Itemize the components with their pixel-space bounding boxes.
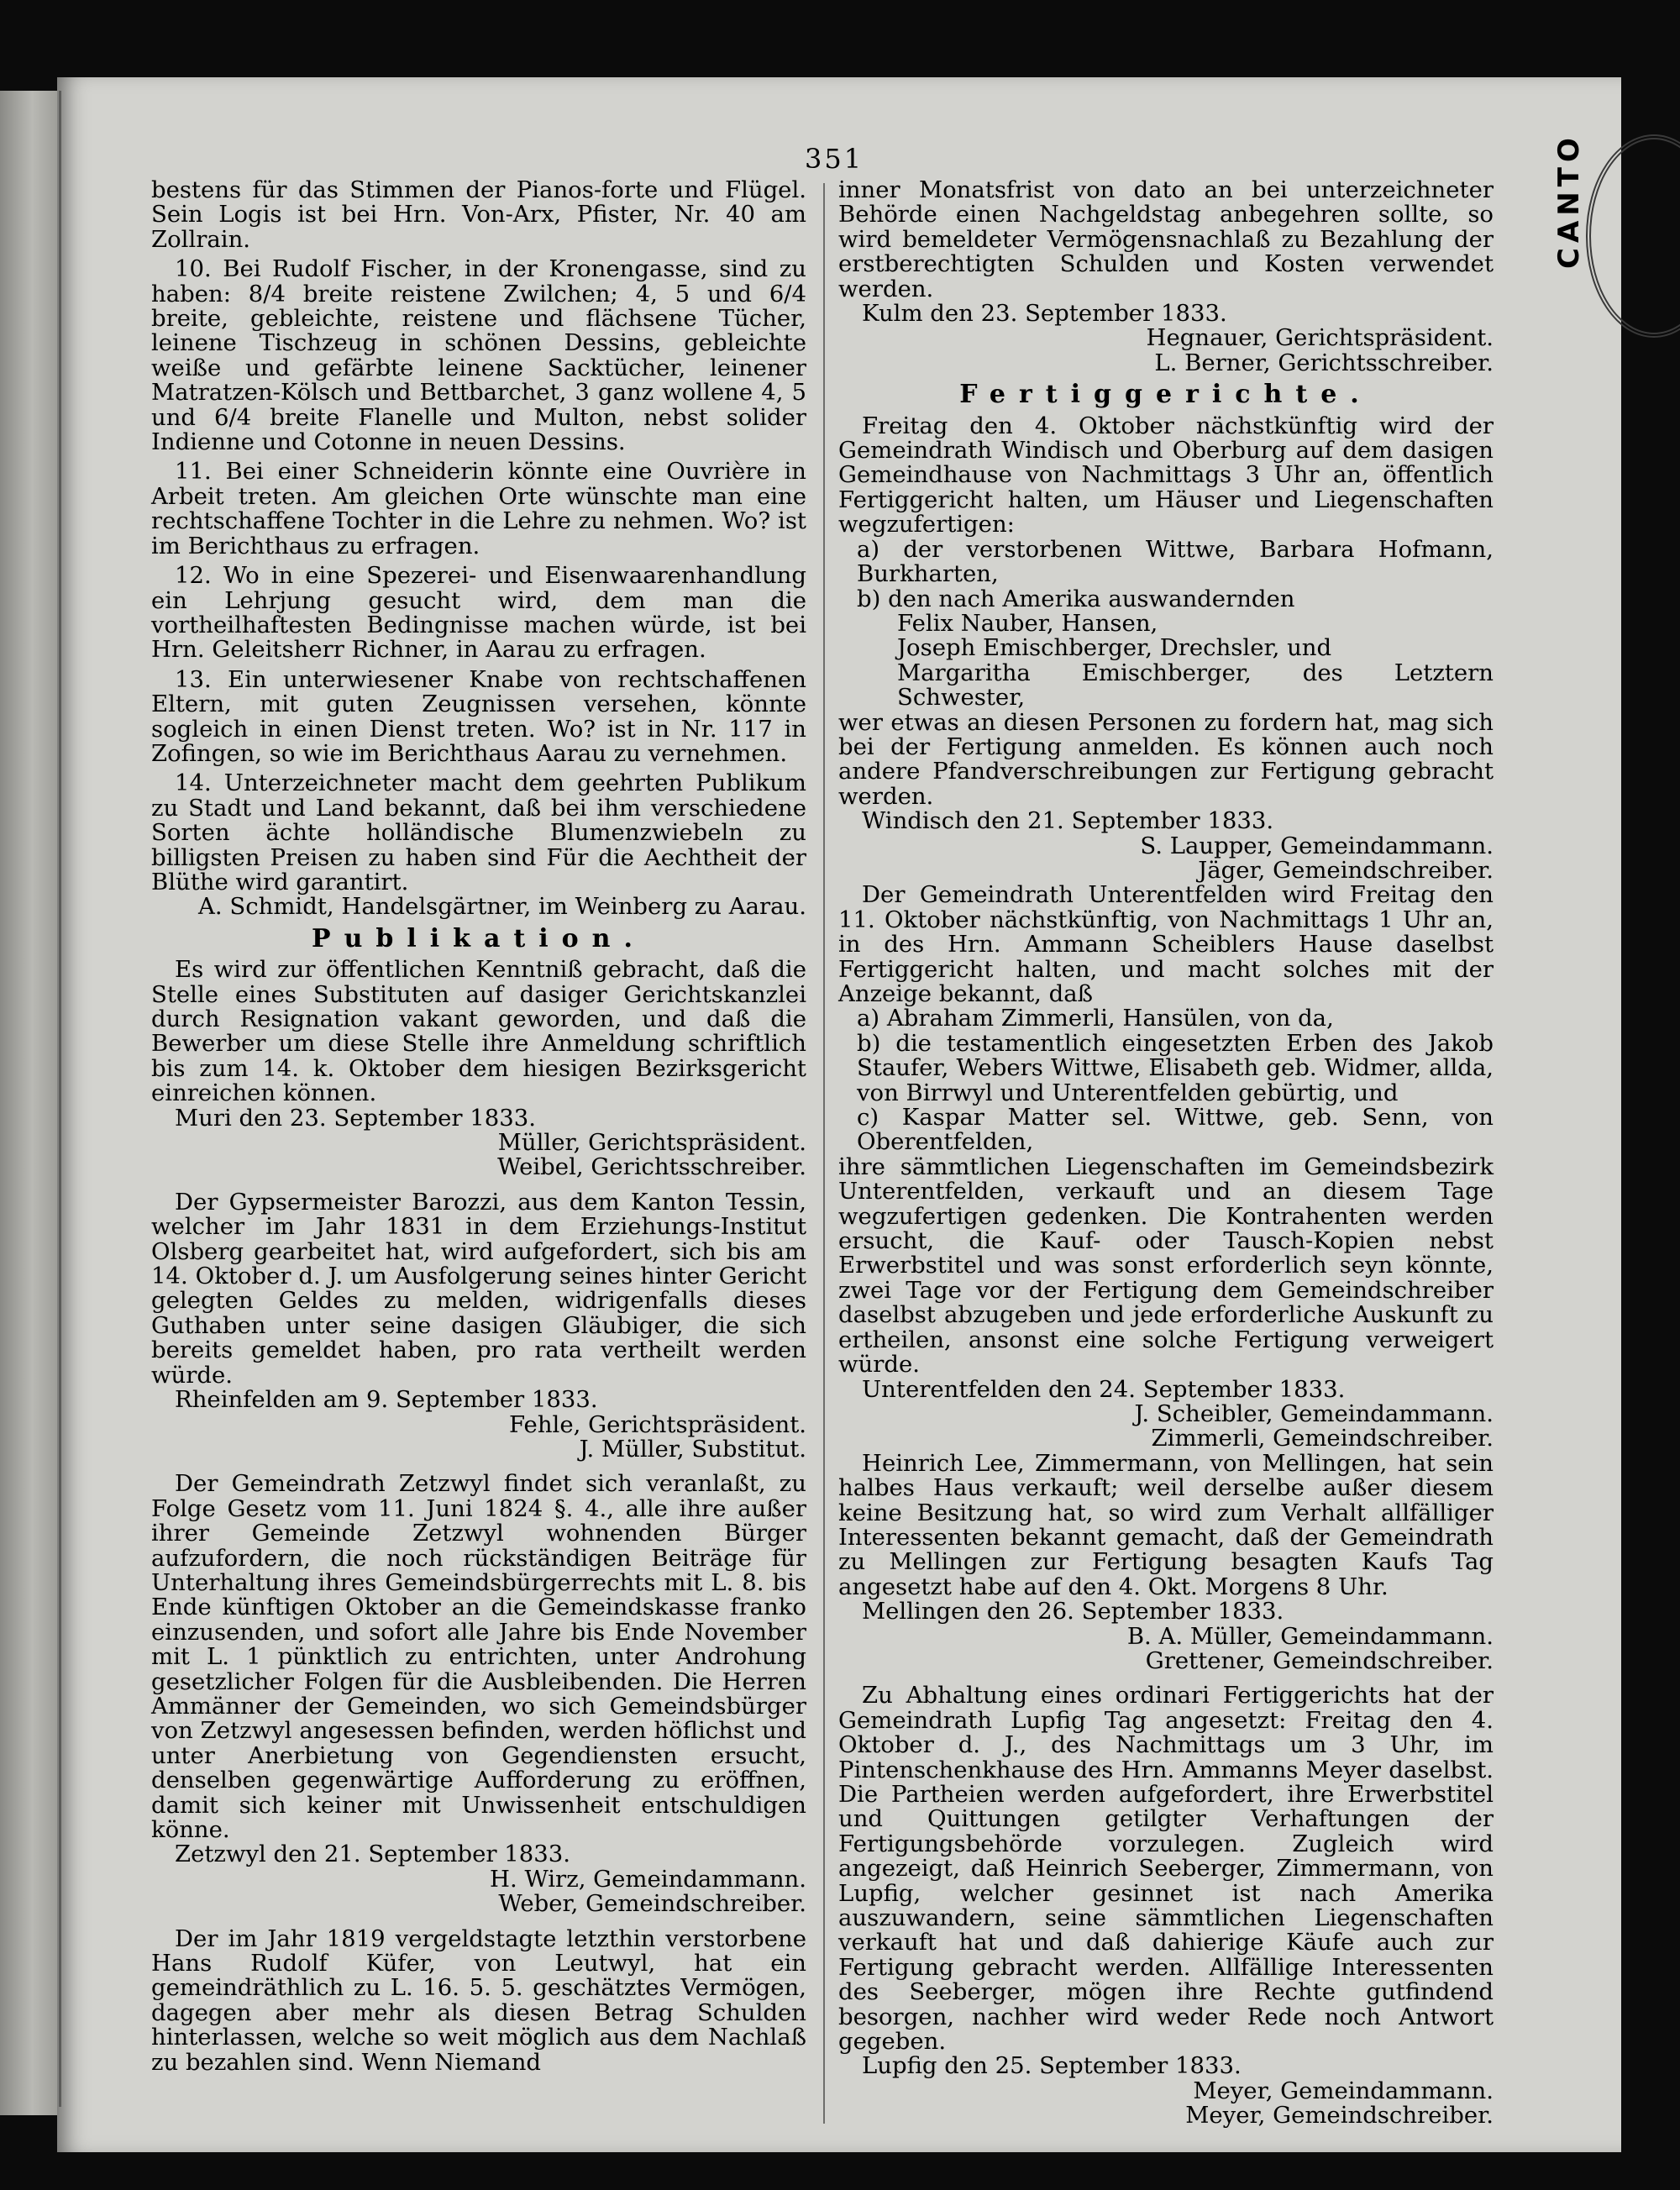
publication-3-signature-2: Weber, Gemeindschreiber. bbox=[498, 1890, 806, 1918]
fertig-1-item-b-2: Joseph Emischberger, Drechsler, und bbox=[897, 634, 1332, 662]
publication-2-signature-1: Fehle, Gerichtspräsident. bbox=[508, 1410, 806, 1438]
publication-3-place: Zetzwyl den 21. September 1833. bbox=[175, 1841, 570, 1868]
publication-4: Der im Jahr 1819 vergeldstagte letzthin verstorbene Hans Rudolf Küfer, von Leutwyl, hat ein gemeindräthlich zu L. 16. 5. 5. geschätztes Vermögen, dagegen aber mehr als diesen Betrag Schulden hinterlassen, welche so weit möglich aus dem Nachlaß zu bezahlen sind. Wenn Niemand bbox=[151, 1925, 806, 2076]
notice-14-signature: A. Schmidt, Handelsgärtner, im Weinberg zu Aarau. bbox=[198, 893, 806, 921]
fertig-1-item-b: b) den nach Amerika auswandernden bbox=[857, 585, 1295, 612]
fertig-3: Heinrich Lee, Zimmermann, von Mellingen, hat sein halbes Haus verkauft; weil derselbe außer diesem keine Besitzung hat, so wird zum Verhalt allfälliger Interessenten bekannt gemacht, daß der Gemeindrath zu Mellingen zur Fertigung besagten Kaufs Tag angesetzt habe auf den 4. Okt. Morgens 8 Uhr. bbox=[838, 1449, 1494, 1600]
publication-1-signature-2: Weibel, Gerichtsschreiber. bbox=[497, 1153, 806, 1181]
fertig-1-intro: Freitag den 4. Oktober nächstkünftig wird der Gemeindrath Windisch und Oberburg auf dem dasigen Gemeindhause von Nachmittags 3 Uhr an, öffentlich Fertiggericht halten, um Häuser und Liegenschaften wegzufertigen: bbox=[838, 412, 1494, 538]
fertig-2-item-b: b) die testamentlich eingesetzten Erben des Jakob Staufer, Webers Wittwe, Elisabeth geb. Widmer, allda, von Birrwyl und Unterentfelden gebürtig, und bbox=[857, 1029, 1494, 1106]
publication-1-signature-1: Müller, Gerichtspräsident. bbox=[497, 1129, 806, 1157]
fertig-1-item-b-3: Margaritha Emischberger, des Letztern Schwester, bbox=[897, 659, 1494, 712]
fertig-2-intro: Der Gemeindrath Unterentfelden wird Freitag den 11. Oktober nächstkünftig, von Nachmittags 1 Uhr an, in des Hrn. Ammann Scheiblers Hause daselbst Fertiggericht halten, und macht solches mit der Anzeige bekannt, daß bbox=[838, 881, 1494, 1007]
page-number: 351 bbox=[805, 143, 864, 175]
fertig-3-place: Mellingen den 26. September 1833. bbox=[862, 1598, 1284, 1625]
publication-2-signature-2: J. Müller, Substitut. bbox=[579, 1435, 806, 1463]
fertig-2-item-a: a) Abraham Zimmerli, Hansülen, von da, bbox=[857, 1005, 1334, 1032]
continuation-paragraph: inner Monatsfrist von dato an bei unterzeichneter Behörde einen Nachgeldstag anbegehren sollte, so wird bemeldeter Vermögensnachlaß zu Bezahlung der erstberechtigten Schulden und Kosten verwendet werden. bbox=[838, 176, 1494, 302]
section-heading-publikation: Publikation. bbox=[312, 923, 646, 953]
continuation-place: Kulm den 23. September 1833. bbox=[862, 300, 1227, 328]
publication-3: Der Gemeindrath Zetzwyl findet sich veranlaßt, zu Folge Gesetz vom 11. Juni 1824 §. 4., alle ihre außer ihrer Gemeinde Zetzwyl wohnenden Bürger aufzufordern, die noch rückständigen Beiträge für Unterhaltung ihres Gemeindsbürgerrechts mit L. 8. bis Ende künftigen Oktober an die Gemeindskasse franko einzusenden, und sofort alle Jahre bis Ende November mit L. 1 pünktlich zu entrichten, unter Androhung gesetzlicher Folgen für die Ausbleibenden. Die Herren Ammänner der Gemeinden, wo sich Gemeindsbürger von Zetzwyl angesessen befinden, werden höflichst und unter Anerbietung von Gegendiensten ersucht, denselben gegenwärtige Aufforderung zu eröffnen, damit sich keiner mit Unwissenheit entschuldigen könne. bbox=[151, 1470, 806, 1843]
fertig-2-item-c: c) Kaspar Matter sel. Wittwe, geb. Senn, von Oberentfelden, bbox=[857, 1104, 1494, 1156]
fertig-3-signature-2: Grettener, Gemeindschreiber. bbox=[1145, 1646, 1494, 1674]
fertig-1-item-a: a) der verstorbenen Wittwe, Barbara Hofmann, Burkharten, bbox=[857, 535, 1494, 588]
left-column bbox=[151, 178, 806, 2080]
fertig-1-item-b-1: Felix Nauber, Hansen, bbox=[897, 609, 1158, 637]
stamp-text bbox=[1552, 210, 1586, 269]
fertig-1-signature-2: Jäger, Gemeindschreiber. bbox=[1198, 856, 1494, 884]
fertig-1-place: Windisch den 21. September 1833. bbox=[862, 807, 1274, 835]
fertig-2-place: Unterentfelden den 24. September 1833. bbox=[862, 1375, 1346, 1403]
notice-10: 10. Bei Rudolf Fischer, in der Kronengasse, sind zu haben: 8/4 breite reistene Zwilchen; 4, 5 und 6/4 breite, gebleichte, reistene und flächsene Tücher, leinene Tischzeug in schönen Dessins, gebleichte weiße und gefärbte leinene Sacktücher, leinener Matratzen-Kölsch und Bettbarchet, 3 ganz wollene 4, 5 und 6/4 breite Flanelle und Multon, nebst solider Indienne und Cotonne in neuen Dessins. bbox=[151, 255, 806, 456]
fertig-2-signature-2: Zimmerli, Gemeindschreiber. bbox=[1151, 1425, 1494, 1452]
fertig-1-signature-1: S. Laupper, Gemeindammann. bbox=[1140, 832, 1494, 859]
notice-11: 11. Bei einer Schneiderin könnte eine Ouvrière in Arbeit treten. Am gleichen Orte wünschte man eine rechtschaffene Tochter in die Lehre zu nehmen. Wo? ist im Berichthaus zu erfragen. bbox=[151, 458, 806, 559]
publication-3-signature-1: H. Wirz, Gemeindammann. bbox=[490, 1865, 806, 1893]
fertig-4-signature-1: Meyer, Gemeindammann. bbox=[1193, 2077, 1494, 2104]
binding-gutter bbox=[59, 91, 61, 2107]
notice-13: 13. Ein unterwiesener Knabe von rechtschaffenen Eltern, mit guten Zeugnissen versehen, könnte sogleich in einen Dienst treten. Wo? ist in Nr. 117 in Zofingen, so wie im Berichthaus Aarau zu vernehmen. bbox=[151, 665, 806, 767]
fertig-1-rest: wer etwas an diesen Personen zu fordern hat, mag sich bei der Fertigung anmelden. Es können auch noch andere Pfandverschreibungen zur Fertigung gebracht werden. bbox=[838, 708, 1494, 810]
publication-2-place: Rheinfelden am 9. September 1833. bbox=[175, 1386, 598, 1414]
right-column bbox=[838, 178, 1494, 2129]
notice-14: 14. Unterzeichneter macht dem geehrten Publikum zu Stadt und Land bekannt, daß bei ihm verschiedene Sorten ächte holländische Blumenzwiebeln zu billigsten Preisen zu haben sind Für die Aechtheit der Blüthe wird garantirt. bbox=[151, 769, 806, 895]
continuation-signature-1: Hegnauer, Gerichtspräsident. bbox=[1146, 324, 1494, 352]
publication-1-place: Muri den 23. September 1833. bbox=[175, 1104, 536, 1132]
section-heading-fertiggerichte: Fertiggerichte. bbox=[959, 380, 1373, 410]
notice-12: 12. Wo in eine Spezerei- und Eisenwaarenhandlung ein Lehrjung gesucht wird, dem man die vortheilhaftesten Bedingnisse machen würde, ist bei Hrn. Geleitsherr Richner, in Aarau zu erfragen. bbox=[151, 562, 806, 664]
fertig-4: Zu Abhaltung eines ordinari Fertiggerichts hat der Gemeindrath Lupfig Tag angesetzt: Freitag den 4. Oktober d. J., des Nachmittags um 3 Uhr, im Pintenschenkhause des Hrn. Ammanns Meyer daselbst. Die Partheien werden aufgefordert, ihre Erwerbstitel und Quittungen getilgter Verhaftungen der Fertigungsbehörde vorzulegen. Zugleich wird angezeigt, daß Heinrich Seeberger, Zimmermann, von Lupfig, welcher gesinnet ist nach Amerika auszuwandern, seine sämmtlichen Liegenschaften verkauft hat und daß dahierige Käufe auch zur Fertigung gebracht werden. Allfällige Interessenten des Seeberger, mögen ihre Rechte gutfindend besorgen, nachher wird weder Rede noch Antwort gegeben. bbox=[838, 1682, 1494, 2056]
continuation-signature-2: L. Berner, Gerichtsschreiber. bbox=[1154, 349, 1494, 376]
previous-page-edge bbox=[0, 91, 60, 2115]
fertig-2-rest: ihre sämmtlichen Liegenschaften im Gemeindsbezirk Unterentfelden, verkauft und an diesem Tage wegzufertigen gedenken. Die Kontrahenten werden ersucht, die Kauf- oder Tausch-Kopien nebst Erwerbstitel und was sonst erforderlich seyn könnte, zwei Tage vor der Fertigung dem Gemeindschreiber daselbst abzugeben und jede erforderliche Auskunft zu ertheilen, ansonst eine solche Fertigung verweigert würde. bbox=[838, 1153, 1494, 1379]
publication-1: Es wird zur öffentlichen Kenntniß gebracht, daß die Stelle eines Substituten auf dasiger Gerichtskanzlei durch Resignation vakant geworden, und daß die Bewerber um diese Stelle ihre Anmeldung schriftlich bis zum 14. k. Oktober dem hiesigen Bezirksgericht einreichen können. bbox=[151, 956, 806, 1107]
fertig-3-signature-1: B. A. Müller, Gemeindammann. bbox=[1126, 1622, 1494, 1650]
publication-2: Der Gypsermeister Barozzi, aus dem Kanton Tessin, welcher im Jahr 1831 in dem Erziehungs-Institut Olsberg gearbeitet hat, wird aufgefordert, sich bis am 14. Oktober d. J. um Ausfolgerung seines hinter Gericht gelegten Geldes zu melden, widrigenfalls dieses Guthaben unter seine dasigen Gläubiger, die sich bereits gemeldet haben, pro rata vertheilt werden würde. bbox=[151, 1188, 806, 1389]
column-divider bbox=[823, 183, 825, 2124]
fertig-2-signature-1: J. Scheibler, Gemeindammann. bbox=[1134, 1400, 1494, 1427]
intro-paragraph: bestens für das Stimmen der Pianos-forte und Flügel. Sein Logis ist bei Hrn. Von-Arx, Pfister, Nr. 40 am Zollrain. bbox=[151, 176, 806, 253]
fertig-4-signature-2: Meyer, Gemeindschreiber. bbox=[1185, 2102, 1494, 2130]
fertig-4-place: Lupfig den 25. September 1833. bbox=[862, 2052, 1242, 2080]
